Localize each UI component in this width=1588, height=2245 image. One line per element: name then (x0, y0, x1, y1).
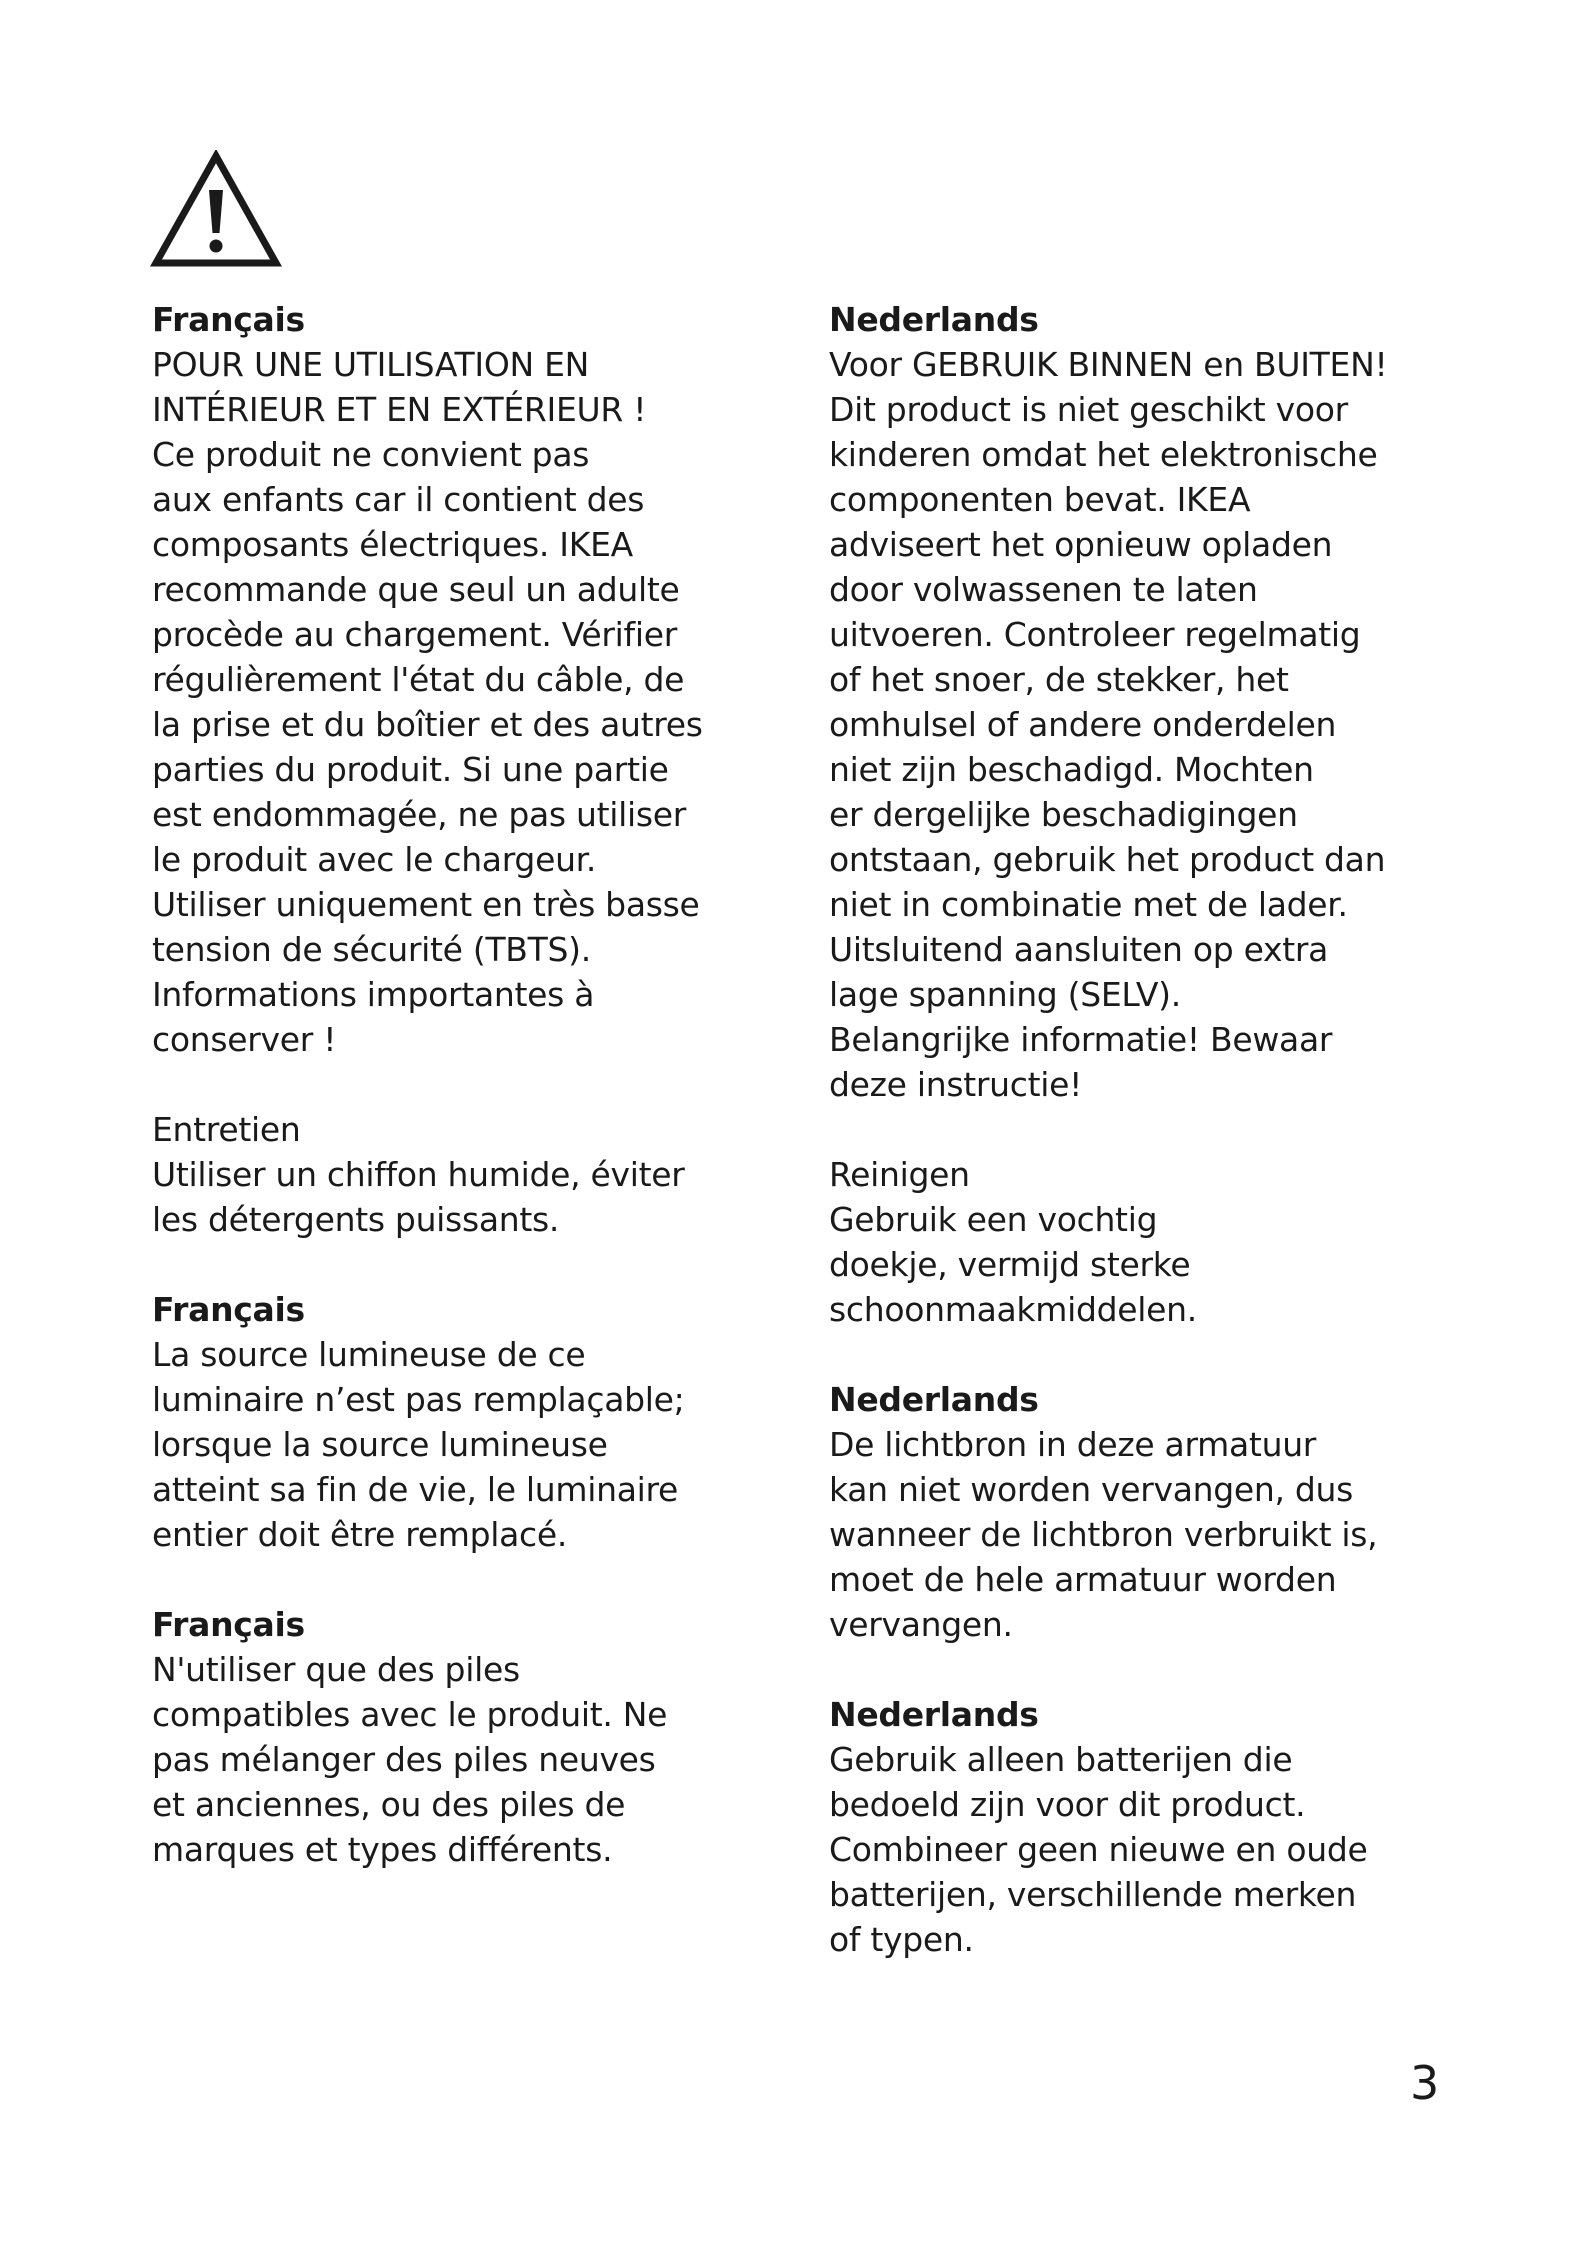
language-heading: Nederlands (829, 300, 1039, 339)
text-line: lage spanning (SELV). (829, 975, 1181, 1014)
text-line: omhulsel of andere onderdelen (829, 705, 1337, 744)
text-line: bedoeld zijn voor dit product. (829, 1785, 1306, 1824)
text-line: De lichtbron in deze armatuur (829, 1425, 1317, 1464)
text-line: entier doit être remplacé. (152, 1515, 568, 1554)
warning-triangle-icon (150, 150, 282, 268)
text-line: aux enfants car il contient des (152, 480, 645, 519)
text-line: parties du produit. Si une partie (152, 750, 669, 789)
text-line: of typen. (829, 1920, 974, 1959)
text-line: tension de sécurité (TBTS). (152, 930, 591, 969)
text-line: POUR UNE UTILISATION EN (152, 345, 590, 384)
language-heading: Nederlands (829, 1695, 1039, 1734)
text-line: moet de hele armatuur worden (829, 1560, 1337, 1599)
text-line: les détergents puissants. (152, 1200, 560, 1239)
text-line: er dergelijke beschadigingen (829, 795, 1298, 834)
text-line: marques et types différents. (152, 1830, 613, 1869)
text-section (152, 297, 792, 1062)
text-line: compatibles avec le produit. Ne (152, 1695, 668, 1734)
language-heading: Français (152, 1290, 305, 1329)
text-line: batterijen, verschillende merken (829, 1875, 1357, 1914)
text-line: est endommagée, ne pas utiliser (152, 795, 687, 834)
text-section (152, 1107, 792, 1242)
text-line: ontstaan, gebruik het product dan (829, 840, 1386, 879)
dutch-column (829, 297, 1469, 2007)
text-line: deze instructie! (829, 1065, 1083, 1104)
text-line: niet in combinatie met de lader. (829, 885, 1348, 924)
text-line: Entretien (152, 1110, 301, 1149)
text-line: Ce produit ne convient pas (152, 435, 590, 474)
text-section (829, 297, 1469, 1107)
text-line: pas mélanger des piles neuves (152, 1740, 656, 1779)
text-line: lorsque la source lumineuse (152, 1425, 608, 1464)
text-line: INTÉRIEUR ET EN EXTÉRIEUR ! (152, 390, 647, 429)
text-line: Uitsluitend aansluiten op extra (829, 930, 1329, 969)
french-column (152, 297, 792, 1917)
text-line: Voor GEBRUIK BINNEN en BUITEN! (829, 345, 1388, 384)
text-section (829, 1377, 1469, 1647)
text-line: recommande que seul un adulte (152, 570, 680, 609)
text-line: schoonmaakmiddelen. (829, 1290, 1197, 1329)
text-line: componenten bevat. IKEA (829, 480, 1251, 519)
text-line: atteint sa fin de vie, le luminaire (152, 1470, 679, 1509)
language-heading: Nederlands (829, 1380, 1039, 1419)
text-section (829, 1692, 1469, 1962)
text-line: doekje, vermijd sterke (829, 1245, 1191, 1284)
text-line: wanneer de lichtbron verbruikt is, (829, 1515, 1378, 1554)
text-line: procède au chargement. Vérifier (152, 615, 678, 654)
text-line: of het snoer, de stekker, het (829, 660, 1289, 699)
text-line: et anciennes, ou des piles de (152, 1785, 626, 1824)
page-number: 3 (1410, 2056, 1440, 2110)
text-line: le produit avec le chargeur. (152, 840, 597, 879)
text-line: Reinigen (829, 1155, 970, 1194)
language-heading: Français (152, 300, 305, 339)
text-line: Gebruik een vochtig (829, 1200, 1158, 1239)
text-line: Utiliser un chiffon humide, éviter (152, 1155, 685, 1194)
text-line: uitvoeren. Controleer regelmatig (829, 615, 1361, 654)
text-line: Combineer geen nieuwe en oude (829, 1830, 1368, 1869)
text-line: Dit product is niet geschikt voor (829, 390, 1348, 429)
text-line: Gebruik alleen batterijen die (829, 1740, 1293, 1779)
text-line: niet zijn beschadigd. Mochten (829, 750, 1314, 789)
text-line: N'utiliser que des piles (152, 1650, 520, 1689)
text-line: conserver ! (152, 1020, 337, 1059)
text-section (152, 1602, 792, 1872)
text-line: kan niet worden vervangen, dus (829, 1470, 1354, 1509)
text-section (829, 1152, 1469, 1332)
text-line: vervangen. (829, 1605, 1013, 1644)
text-section (152, 1287, 792, 1557)
text-line: door volwassenen te laten (829, 570, 1258, 609)
text-line: régulièrement l'état du câble, de (152, 660, 685, 699)
text-line: Utiliser uniquement en très basse (152, 885, 700, 924)
text-line: Belangrijke informatie! Bewaar (829, 1020, 1333, 1059)
language-heading: Français (152, 1605, 305, 1644)
text-line: la prise et du boîtier et des autres (152, 705, 703, 744)
text-line: composants électriques. IKEA (152, 525, 633, 564)
text-line: luminaire n’est pas remplaçable; (152, 1380, 685, 1419)
text-line: kinderen omdat het elektronische (829, 435, 1378, 474)
text-line: La source lumineuse de ce (152, 1335, 586, 1374)
text-line: Informations importantes à (152, 975, 595, 1014)
text-line: adviseert het opnieuw opladen (829, 525, 1333, 564)
